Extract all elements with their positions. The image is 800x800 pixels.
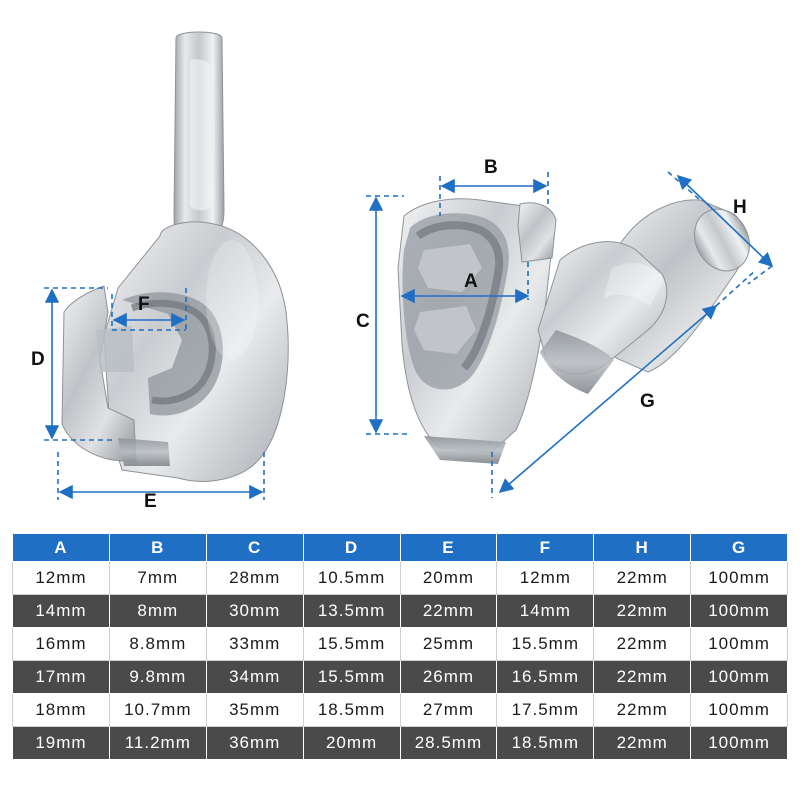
dimension-label-G: G [640, 391, 655, 412]
table-cell: 35mm [206, 694, 303, 727]
dimension-label-F: F [138, 294, 150, 315]
table-cell: 15.5mm [303, 661, 400, 694]
table-cell: 17.5mm [497, 694, 594, 727]
table-cell: 15.5mm [497, 628, 594, 661]
table-cell: 36mm [206, 727, 303, 760]
table-row [13, 595, 788, 628]
table-header-B: B [109, 534, 206, 562]
table-cell: 100mm [691, 694, 788, 727]
specification-table [12, 533, 788, 760]
table-cell: 100mm [691, 595, 788, 628]
table-cell: 8.8mm [109, 628, 206, 661]
table-row [13, 562, 788, 595]
table-cell: 22mm [594, 694, 691, 727]
table-cell: 100mm [691, 727, 788, 760]
table-cell: 9.8mm [109, 661, 206, 694]
table-cell: 14mm [13, 595, 110, 628]
table-cell: 17mm [13, 661, 110, 694]
dimension-label-B: B [484, 157, 498, 178]
dimension-label-D: D [31, 349, 45, 370]
table-cell: 16mm [13, 628, 110, 661]
table-cell: 18.5mm [303, 694, 400, 727]
table-row [13, 628, 788, 661]
table-cell: 19mm [13, 727, 110, 760]
table-header-C: C [206, 534, 303, 562]
table-cell: 20mm [303, 727, 400, 760]
table-cell: 10.7mm [109, 694, 206, 727]
table-cell: 22mm [594, 562, 691, 595]
wrench-right-photo [538, 197, 760, 394]
table-cell: 28mm [206, 562, 303, 595]
dimension-label-E: E [144, 491, 157, 512]
table-cell: 12mm [13, 562, 110, 595]
table-cell: 18mm [13, 694, 110, 727]
table-header-F: F [497, 534, 594, 562]
table-header-D: D [303, 534, 400, 562]
table-cell: 14mm [497, 595, 594, 628]
dimension-label-C: C [356, 311, 370, 332]
table-cell: 27mm [400, 694, 497, 727]
table-cell: 22mm [400, 595, 497, 628]
table-cell: 100mm [691, 661, 788, 694]
wrench-middle-photo [398, 199, 556, 464]
table-cell: 7mm [109, 562, 206, 595]
table-cell: 22mm [594, 595, 691, 628]
table-row [13, 694, 788, 727]
table-cell: 15.5mm [303, 628, 400, 661]
table-cell: 13.5mm [303, 595, 400, 628]
table-cell: 100mm [691, 562, 788, 595]
table-cell: 11.2mm [109, 727, 206, 760]
table-cell: 33mm [206, 628, 303, 661]
table-cell: 12mm [497, 562, 594, 595]
table-cell: 22mm [594, 727, 691, 760]
table-cell: 25mm [400, 628, 497, 661]
table-cell: 8mm [109, 595, 206, 628]
table-header-H: H [594, 534, 691, 562]
table-cell: 22mm [594, 628, 691, 661]
table-row [13, 661, 788, 694]
table-header-G: G [691, 534, 788, 562]
table-cell: 10.5mm [303, 562, 400, 595]
table-header-E: E [400, 534, 497, 562]
table-cell: 100mm [691, 628, 788, 661]
table-cell: 16.5mm [497, 661, 594, 694]
table-cell: 22mm [594, 661, 691, 694]
table-header-row [13, 534, 788, 562]
table-cell: 34mm [206, 661, 303, 694]
table-cell: 20mm [400, 562, 497, 595]
table-cell: 18.5mm [497, 727, 594, 760]
table-cell: 28.5mm [400, 727, 497, 760]
table-cell: 30mm [206, 595, 303, 628]
wrench-left-photo [62, 32, 288, 481]
table-row [13, 727, 788, 760]
table-header-A: A [13, 534, 110, 562]
table-cell: 26mm [400, 661, 497, 694]
dimension-label-A: A [464, 271, 478, 292]
dimension-label-H: H [733, 197, 747, 218]
